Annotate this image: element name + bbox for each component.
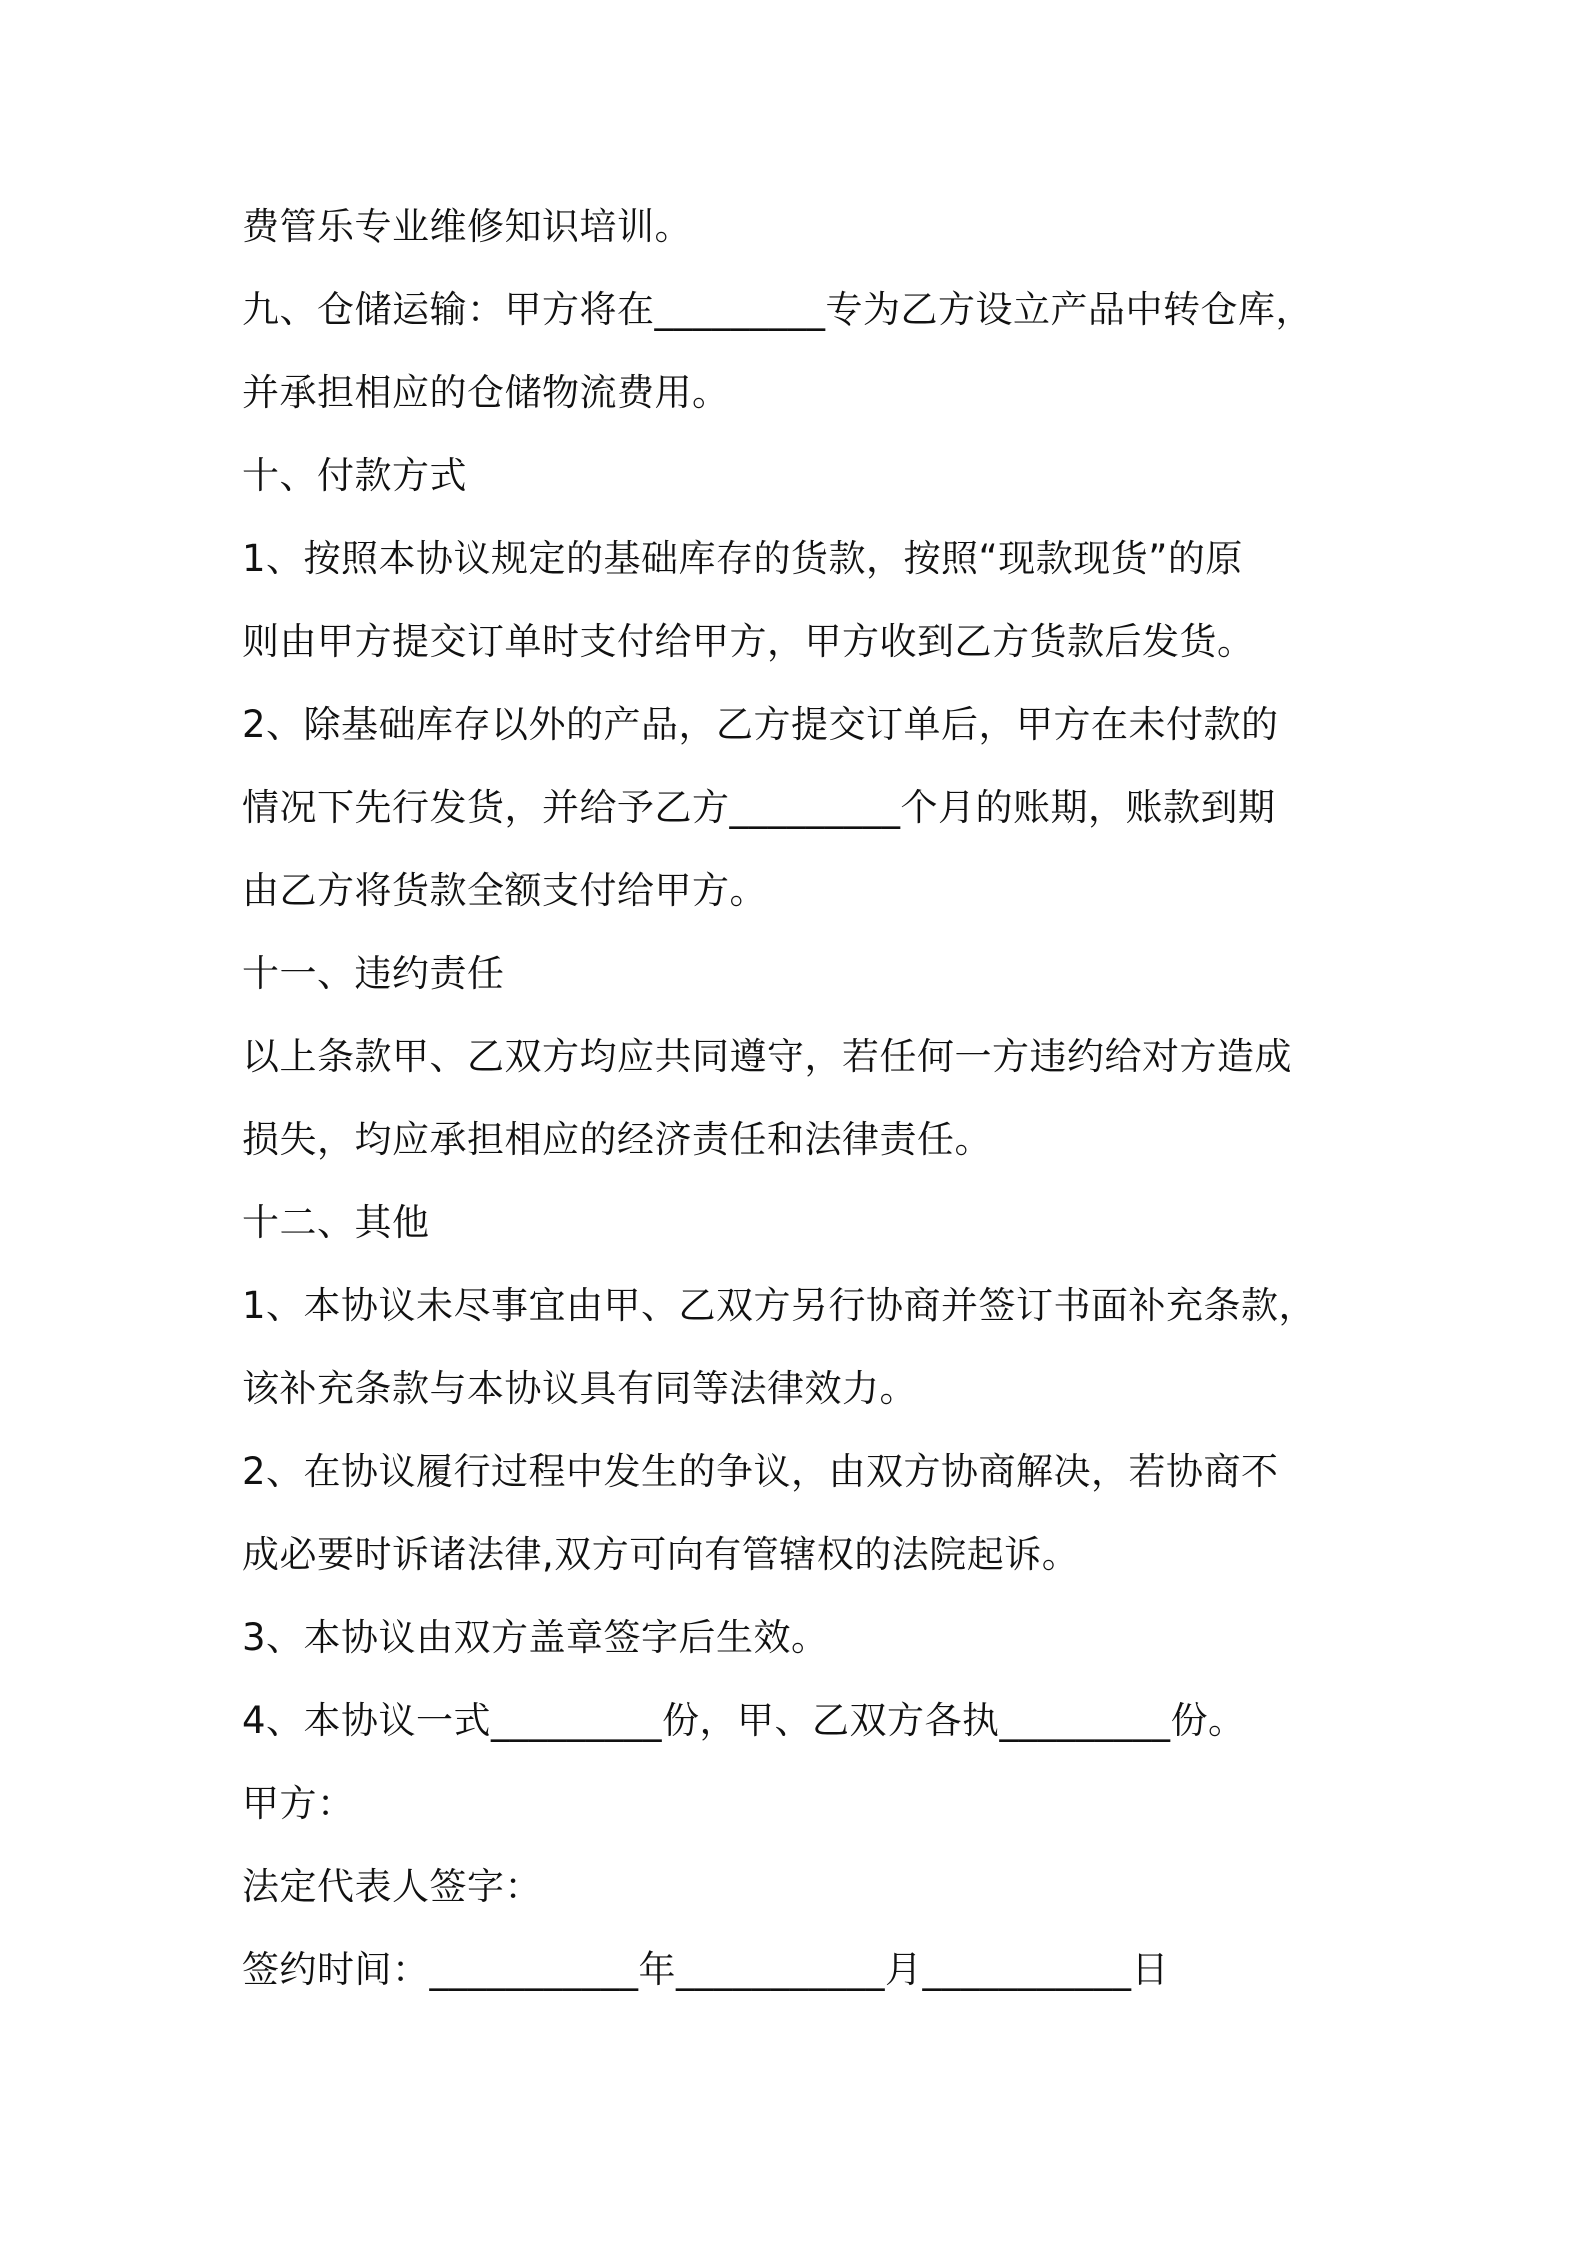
section-heading-payment: 十、付款方式	[242, 454, 467, 497]
text-line: 4、本协议一式_________份，甲、乙双方各执_________份。	[242, 1699, 1246, 1742]
text-line: 成必要时诉诸法律,双方可向有管辖权的法院起诉。	[242, 1533, 1080, 1576]
text-line: 情况下先行发货，并给予乙方_________个月的账期，账款到期	[242, 786, 1276, 829]
text-line: 3、本协议由双方盖章签字后生效。	[242, 1616, 829, 1659]
clause-9-storage-transport: 九、仓储运输：甲方将在_________专为乙方设立产品中转仓库，	[242, 288, 1313, 331]
text-line: 则由甲方提交订单时支付给甲方，甲方收到乙方货款后发货。	[242, 620, 1255, 663]
text-line: 2、在协议履行过程中发生的争议，由双方协商解决，若协商不	[242, 1450, 1279, 1493]
signing-date-line: 签约时间：___________年___________月___________日	[242, 1948, 1169, 1991]
text-line: 损失，均应承担相应的经济责任和法律责任。	[242, 1118, 992, 1161]
party-a-label: 甲方：	[242, 1782, 355, 1825]
text-line: 由乙方将货款全额支付给甲方。	[242, 869, 767, 912]
text-line: 以上条款甲、乙双方均应共同遵守，若任何一方违约给对方造成	[242, 1035, 1292, 1078]
text-line: 2、除基础库存以外的产品，乙方提交订单后，甲方在未付款的	[242, 703, 1279, 746]
text-line: 1、本协议未尽事宜由甲、乙双方另行协商并签订书面补充条款，	[242, 1284, 1317, 1327]
section-heading-other: 十二、其他	[242, 1201, 430, 1244]
legal-representative-signature-label: 法定代表人签字：	[242, 1865, 542, 1908]
text-line: 该补充条款与本协议具有同等法律效力。	[242, 1367, 917, 1410]
text-line: 1、按照本协议规定的基础库存的货款，按照“现款现货”的原	[242, 537, 1243, 580]
text-line: 费管乐专业维修知识培训。	[242, 205, 692, 248]
text-line: 并承担相应的仓储物流费用。	[242, 371, 730, 414]
section-heading-breach: 十一、违约责任	[242, 952, 505, 995]
